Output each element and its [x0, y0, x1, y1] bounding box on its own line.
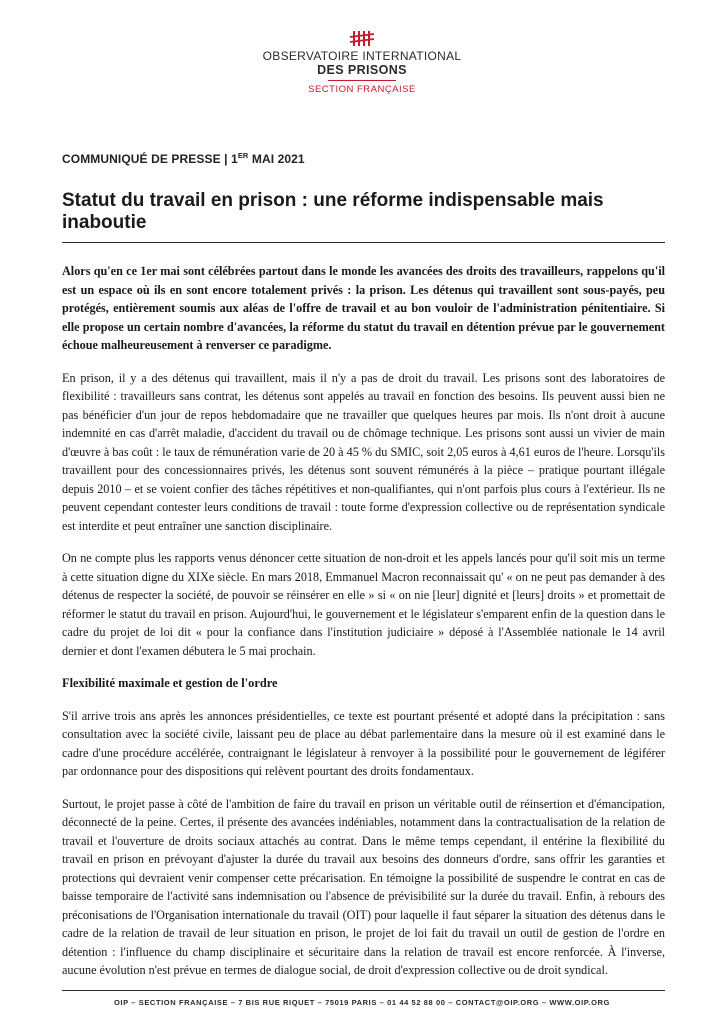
body-paragraph: Surtout, le projet passe à côté de l'ambition de faire du travail en prison un véritable outil de réinsertion et d'émancipation, déconnecté de la peine. Certes, il présente des avancées indéniables, notamment dans la contractualisation de la relation de travail et l'ouverture de droits sociaux attachés au contrat. Dans le même temps cependant, il entérine la flexibilité du travail en prison en prévoyant d'ajuster la durée du travail aux besoins des donneurs d'ordre, sans offrir les garanties et protections qui devraient venir compenser cette précarisation. En témoigne la possibilité de suspendre le contrat en cas de baisse temporaire de l'activité sans indemnisation ou l'absence de prévisibilité sur la durée du travail. Enfin, à rebours des préconisations de l'Organisation internationale du travail (OIT) pour laquelle il faut séparer la situation des détenus dans le cadre de la relation de travail de leur situation en prison, le projet de loi fait du travail un outil de gestion de l'ordre en détention : l'influence du champ disciplinaire et sécuritaire dans la relation de travail est encore renforcée. À l'inverse, aucune évolution n'est prévue en termes de dialogue social, de droit d'expression collective ou de droit syndical. [62, 796, 665, 977]
footer-contact: OIP – SECTION FRANÇAISE – 7 BIS RUE RIQUET – 75019 PARIS – 01 44 52 88 00 – CONTACT@OIP.ORG – WWW.OIP.ORG [114, 998, 610, 1007]
document-title: Statut du travail en prison : une réforme indispensable mais inaboutie [62, 190, 604, 233]
press-date [231, 152, 305, 166]
body-paragraph: On ne compte plus les rapports venus dénoncer cette situation de non-droit et les appels lancés pour qu'il soit mis un terme à cette situation digne du XIXe siècle. En mars 2018, Emmanuel Macron reconnaissait qu' « on ne peut pas demander à des détenus de respecter la société, de pouvoir se réinsérer en elle » si « on nie [leur] dignité et [leurs] droits » et promettait de réformer le statut du travail en prison. Aujourd'hui, le gouvernement et le législateur s'emparent enfin de la question dans le cadre du projet de loi dit « pour la confiance dans l'institution judiciaire » déposé à l'Assemblée nationale le 14 avril dernier et dont l'examen débutera le 5 mai prochain. [62, 551, 665, 658]
oip-logo [0, 30, 724, 95]
title-divider [62, 242, 665, 243]
document-body [62, 262, 665, 994]
body-paragraph: En prison, il y a des détenus qui travaillent, mais il n'y a pas de droit du travail. Les prisons sont des laboratoires de flexibilité : travailleurs sans contrat, les détenus sont appelés au travail en fonction des besoins. Ils peuvent aussi bien ne pas bénéficier d'un jour de repos hebdomadaire que ne travailler que quelques heures par mois. Ils n'ont droit à aucune indemnité en cas d'arrêt maladie, d'accident du travail ou de chômage technique. Les prisons sont aussi un vivier de main d'œuvre à bas coût : le taux de rémunération varie de 20 à 45 % du SMIC, soit 2,05 euros à 4,61 euros de l'heure. Lorsqu'ils travaillent pour des concessionnaires privés, les détenus sont souvent rémunérés à la pièce – pratique pourtant illégale depuis 2010 – et se voient confier des tâches répétitives et non-qualifiantes, qui n'ont parfois plus cours à l'extérieur. Ils ne peuvent cependant contester leurs conditions de travail : toute forme d'expression collective ou de représentation syndicale est interdite et peut entraîner une sanction disciplinaire. [62, 370, 665, 533]
org-name-line2: DES PRISONS [317, 63, 407, 77]
footer-divider [62, 990, 665, 991]
press-separator: | [224, 152, 228, 166]
org-name-line1: OBSERVATOIRE INTERNATIONAL [262, 49, 462, 63]
press-date-rest: MAI 2021 [251, 152, 305, 166]
press-date-day: 1 [231, 152, 238, 166]
barred-tally-marks-icon [349, 30, 375, 47]
section-heading: Flexibilité maximale et gestion de l'ordre [62, 676, 278, 690]
logo-divider [328, 80, 396, 81]
lead-paragraph: Alors qu'en ce 1er mai sont célébrées partout dans le monde les avancées des droits des travailleurs, rappelons qu'il est un espace où ils en sont encore totalement privés : la prison. Les détenus qui travaillent sont sous-payés, peu protégés, entièrement soumis aux aléas de l'offre de travail et au bon vouloir de l'administration pénitentiaire. Si elle propose un certain nombre d'avancées, la réforme du statut du travail en détention prévue par le gouvernement échoue malheureusement à renverser ce paradigme. [62, 264, 665, 352]
press-release-header [62, 151, 305, 166]
press-release-kind: COMMUNIQUÉ DE PRESSE [62, 152, 221, 166]
org-section: SECTION FRANÇAISE [308, 84, 416, 95]
body-paragraph: S'il arrive trois ans après les annonces présidentielles, ce texte est pourtant présenté et adopté dans la précipitation : sans consultation avec la société civile, laissant peu de place au débat parlementaire dans la mesure où il est examiné dans le cadre d'une procédure accélérée, contraignant le législateur à renvoyer à la possibilité pour le gouvernement de légiférer par ordonnance pour des dispositions qui relèvent pourtant des droits fondamentaux. [62, 708, 665, 778]
press-date-suffix: ER [237, 151, 249, 160]
